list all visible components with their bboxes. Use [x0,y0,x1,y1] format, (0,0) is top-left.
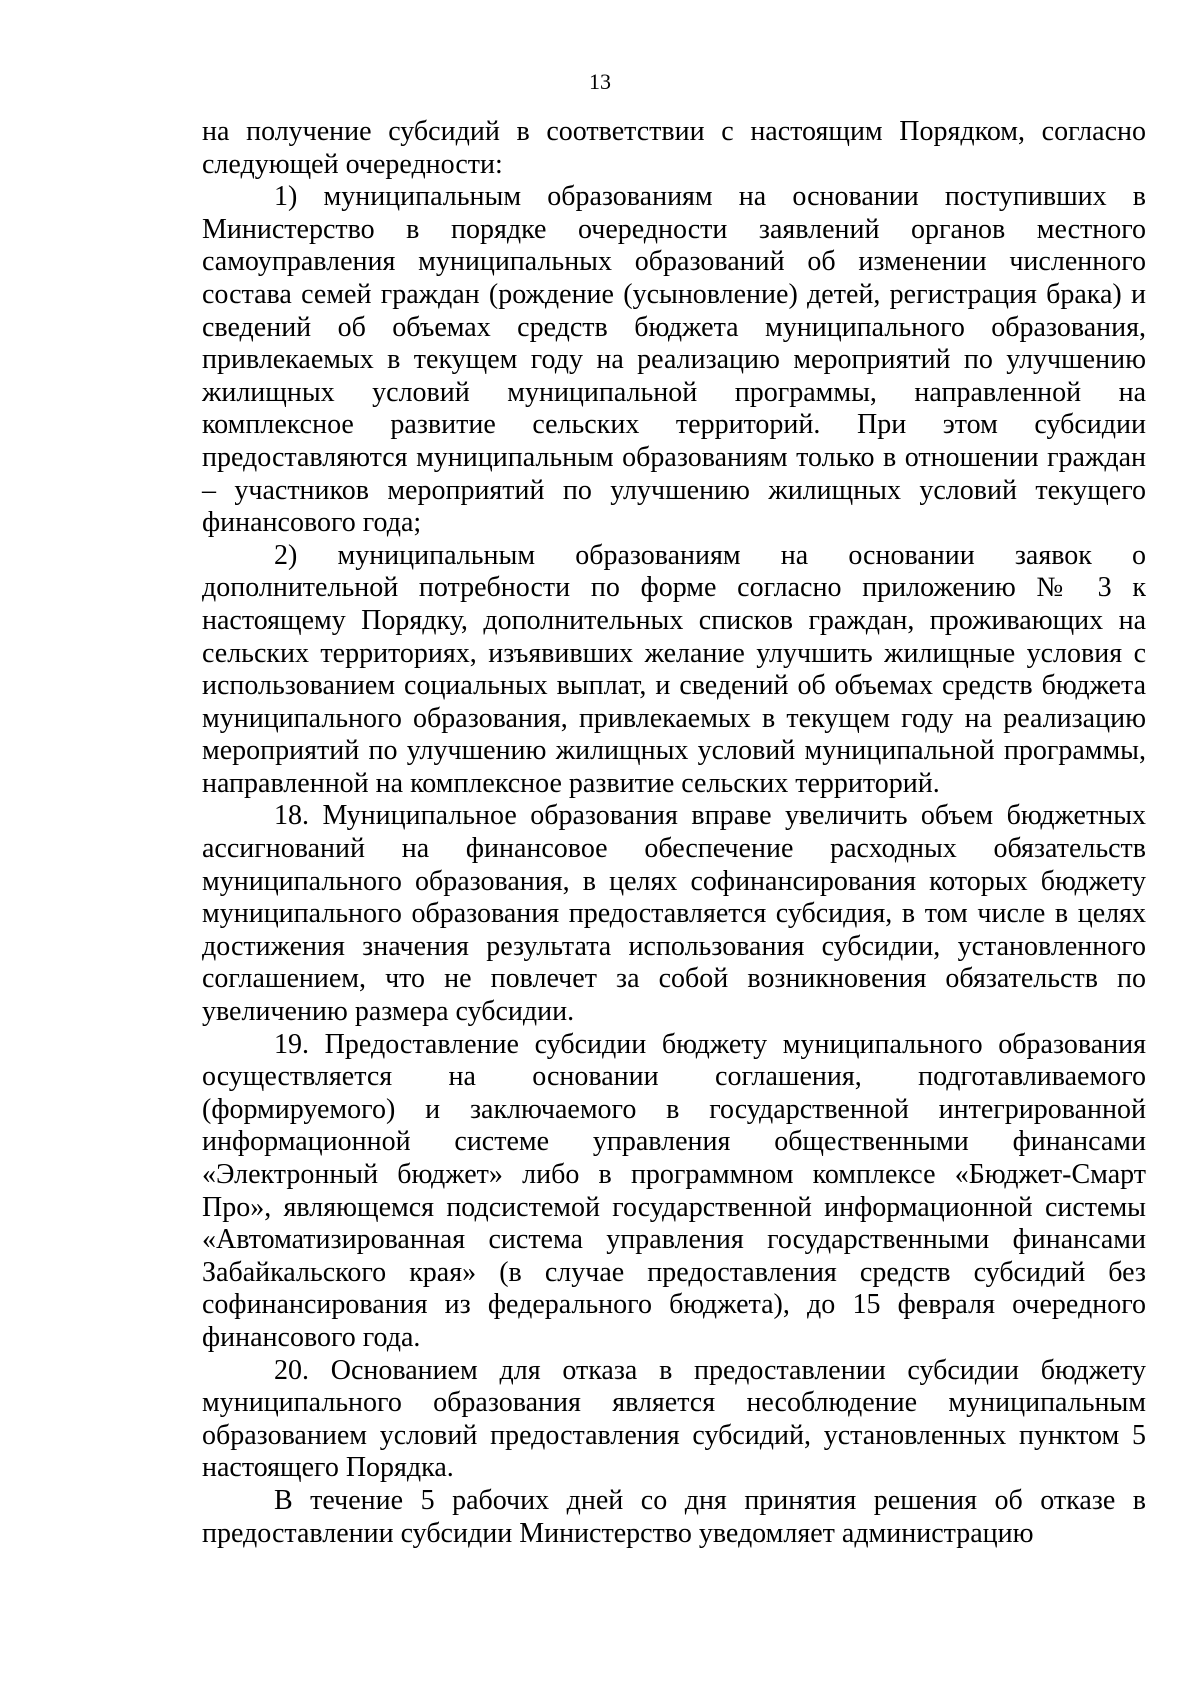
paragraph-item-2: 2) муниципальным образованиям на основании заявок о дополнительной потребности по форме согласно приложению № 3 к настоящему Порядку, дополнительных списков граждан, проживающих на сельских территориях, изъявивших желание улучшить жилищные условия с использованием социальных выплат, и сведений об объемах средств бюджета муниципального образования, привлекаемых в текущем году на реализацию мероприятий по улучшению жилищных условий муниципальной программы, направленной на комплексное развитие сельских территорий. [202,539,1146,799]
paragraph-continuation: на получение субсидий в соответствии с настоящим Порядком, согласно следующей очередности: [202,116,1146,180]
paragraph-refusal-notice: В течение 5 рабочих дней со дня принятия решения об отказе в предоставлении субсидии Министерство уведомляет администрацию [202,1484,1146,1549]
paragraph-section-20: 20. Основанием для отказа в предоставлении субсидии бюджету муниципального образования является несоблюдение муниципальным образованием условий предоставления субсидий, установленных пунктом 5 настоящего Порядка. [202,1354,1146,1484]
page-number: 13 [589,69,611,94]
paragraph-section-18: 18. Муниципальное образования вправе увеличить объем бюджетных ассигнований на финансовое обеспечение расходных обязательств муниципального образования, в целях софинансирования которых бюджету муниципального образования предоставляется субсидия, в том числе в целях достижения значения результата использования субсидии, установленного соглашением, что не повлечет за собой возникновения обязательств по увеличению размера субсидии. [202,800,1146,1028]
paragraph-section-19: 19. Предоставление субсидии бюджету муниципального образования осуществляется на основании соглашения, подготавливаемого (формируемого) и заключаемого в государственной интегрированной информационной системе управления общественными финансами «Электронный бюджет» либо в программном комплексе «Бюджет-Смарт Про», являющемся подсистемой государственной информационной системы «Автоматизированная система управления государственными финансами Забайкальского края» (в случае предоставления средств субсидий без софинансирования из федерального бюджета), до 15 февраля очередного финансового года. [202,1028,1146,1353]
paragraph-item-1: 1) муниципальным образованиям на основании поступивших в Министерство в порядке очередности заявлений органов местного самоуправления муниципальных образований об изменении численного состава семей граждан (рождение (усыновление) детей, регистрация брака) и сведений об объемах средств бюджета муниципального образования, привлекаемых в текущем году на реализацию мероприятий по улучшению жилищных условий муниципальной программы, направленной на комплексное развитие сельских территорий. При этом субсидии предоставляются муниципальным образованиям только в отношении граждан – участников мероприятий по улучшению жилищных условий текущего финансового года; [202,181,1146,539]
document-body [202,116,1146,1550]
